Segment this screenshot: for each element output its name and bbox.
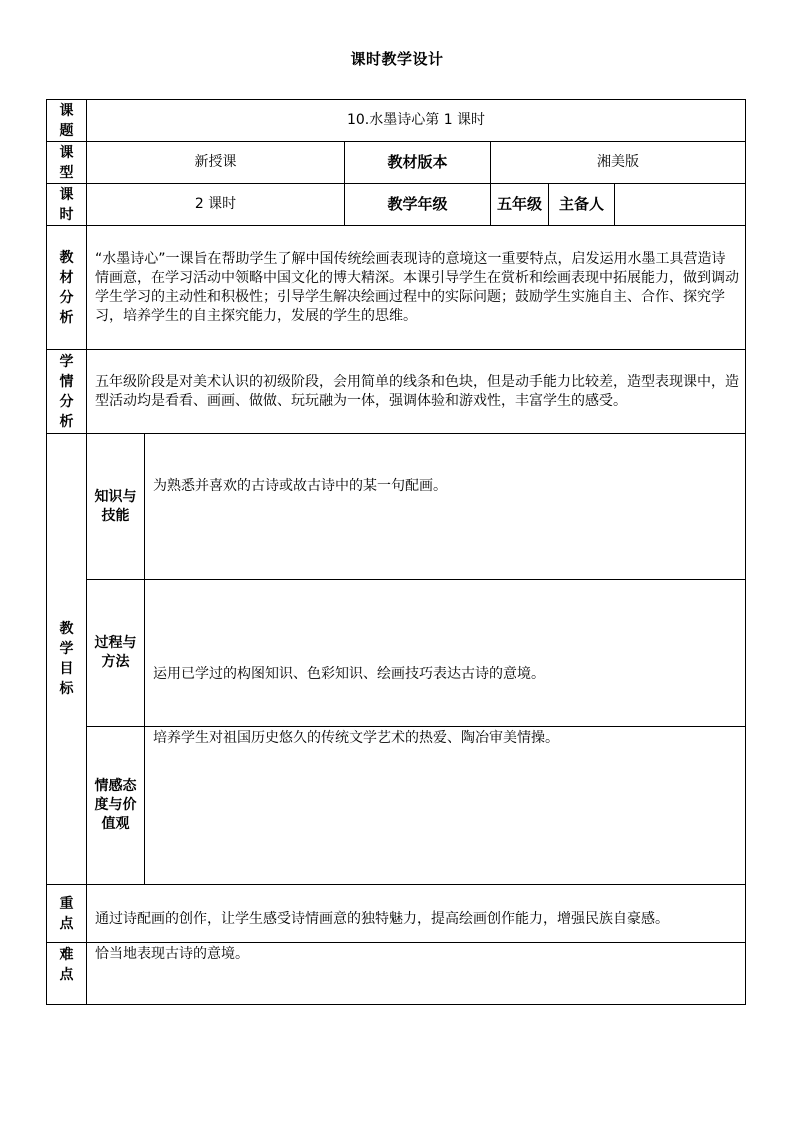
- row-key-point: [47, 885, 746, 943]
- difficulty-text: 恰当地表现古诗的意境。: [87, 943, 746, 1005]
- row-difficulty: [47, 943, 746, 1005]
- student-text: 五年级阶段是对美术认识的初级阶段，会用简单的线条和色块，但是动手能力比较差，造型表现课中，造型活动均是看看、画画、做做、玩玩融为一体，强调体验和游戏性，丰富学生的感受。: [87, 350, 746, 434]
- goal-knowledge-label: 知识与技能: [87, 434, 145, 580]
- document-title: 课时教学设计: [350, 50, 444, 68]
- row-hours: [47, 184, 746, 226]
- hours-label: 课时: [47, 184, 87, 226]
- row-goal-knowledge: [47, 434, 746, 580]
- lesson-plan-table: [46, 99, 746, 1005]
- key-label: 重点: [47, 885, 87, 943]
- material-text: “水墨诗心”一课旨在帮助学生了解中国传统绘画表现诗的意境这一重要特点，启发运用水墨工具营造诗情画意，在学习活动中领略中国文化的博大精深。本课引导学生在赏析和绘画表现中拓展能力，做到调动学生学习的主动性和积极性；引导学生解决绘画过程中的实际问题；鼓励学生实施自主、合作、探究学习，培养学生的自主探究能力，发展的学生的思维。: [87, 226, 746, 350]
- hours-value: 2 课时: [87, 184, 345, 226]
- student-label: 学情分析: [47, 350, 87, 434]
- material-label: 教材分析: [47, 226, 87, 350]
- edition-label: 教材版本: [345, 142, 491, 184]
- grade-value: 五年级: [491, 184, 549, 226]
- row-topic: [47, 100, 746, 142]
- row-lesson-type: [47, 142, 746, 184]
- goal-emotion-label: 情感态度与价值观: [87, 727, 145, 885]
- type-value: 新授课: [87, 142, 345, 184]
- grade-label: 教学年级: [345, 184, 491, 226]
- type-label: 课型: [47, 142, 87, 184]
- edition-value: 湘美版: [491, 142, 746, 184]
- row-goal-process: [47, 580, 746, 727]
- key-text: 通过诗配画的创作，让学生感受诗情画意的独特魅力，提高绘画创作能力，增强民族自豪感。: [87, 885, 746, 943]
- goal-process-text: 运用已学过的构图知识、色彩知识、绘画技巧表达古诗的意境。: [145, 580, 746, 727]
- goal-knowledge-text: 为熟悉并喜欢的古诗或故古诗中的某一句配画。: [145, 434, 746, 580]
- goals-label: 教学目标: [47, 434, 87, 885]
- preparer-value: [615, 184, 746, 226]
- row-material-analysis: [47, 226, 746, 350]
- row-student-analysis: [47, 350, 746, 434]
- difficulty-label: 难点: [47, 943, 87, 1005]
- row-goal-emotion: [47, 727, 746, 885]
- goal-process-label: 过程与方法: [87, 580, 145, 727]
- preparer-label: 主备人: [549, 184, 615, 226]
- topic-value: 10.水墨诗心第 1 课时: [87, 100, 746, 142]
- goal-emotion-text: 培养学生对祖国历史悠久的传统文学艺术的热爱、陶冶审美情操。: [145, 727, 746, 885]
- topic-label: 课题: [47, 100, 87, 142]
